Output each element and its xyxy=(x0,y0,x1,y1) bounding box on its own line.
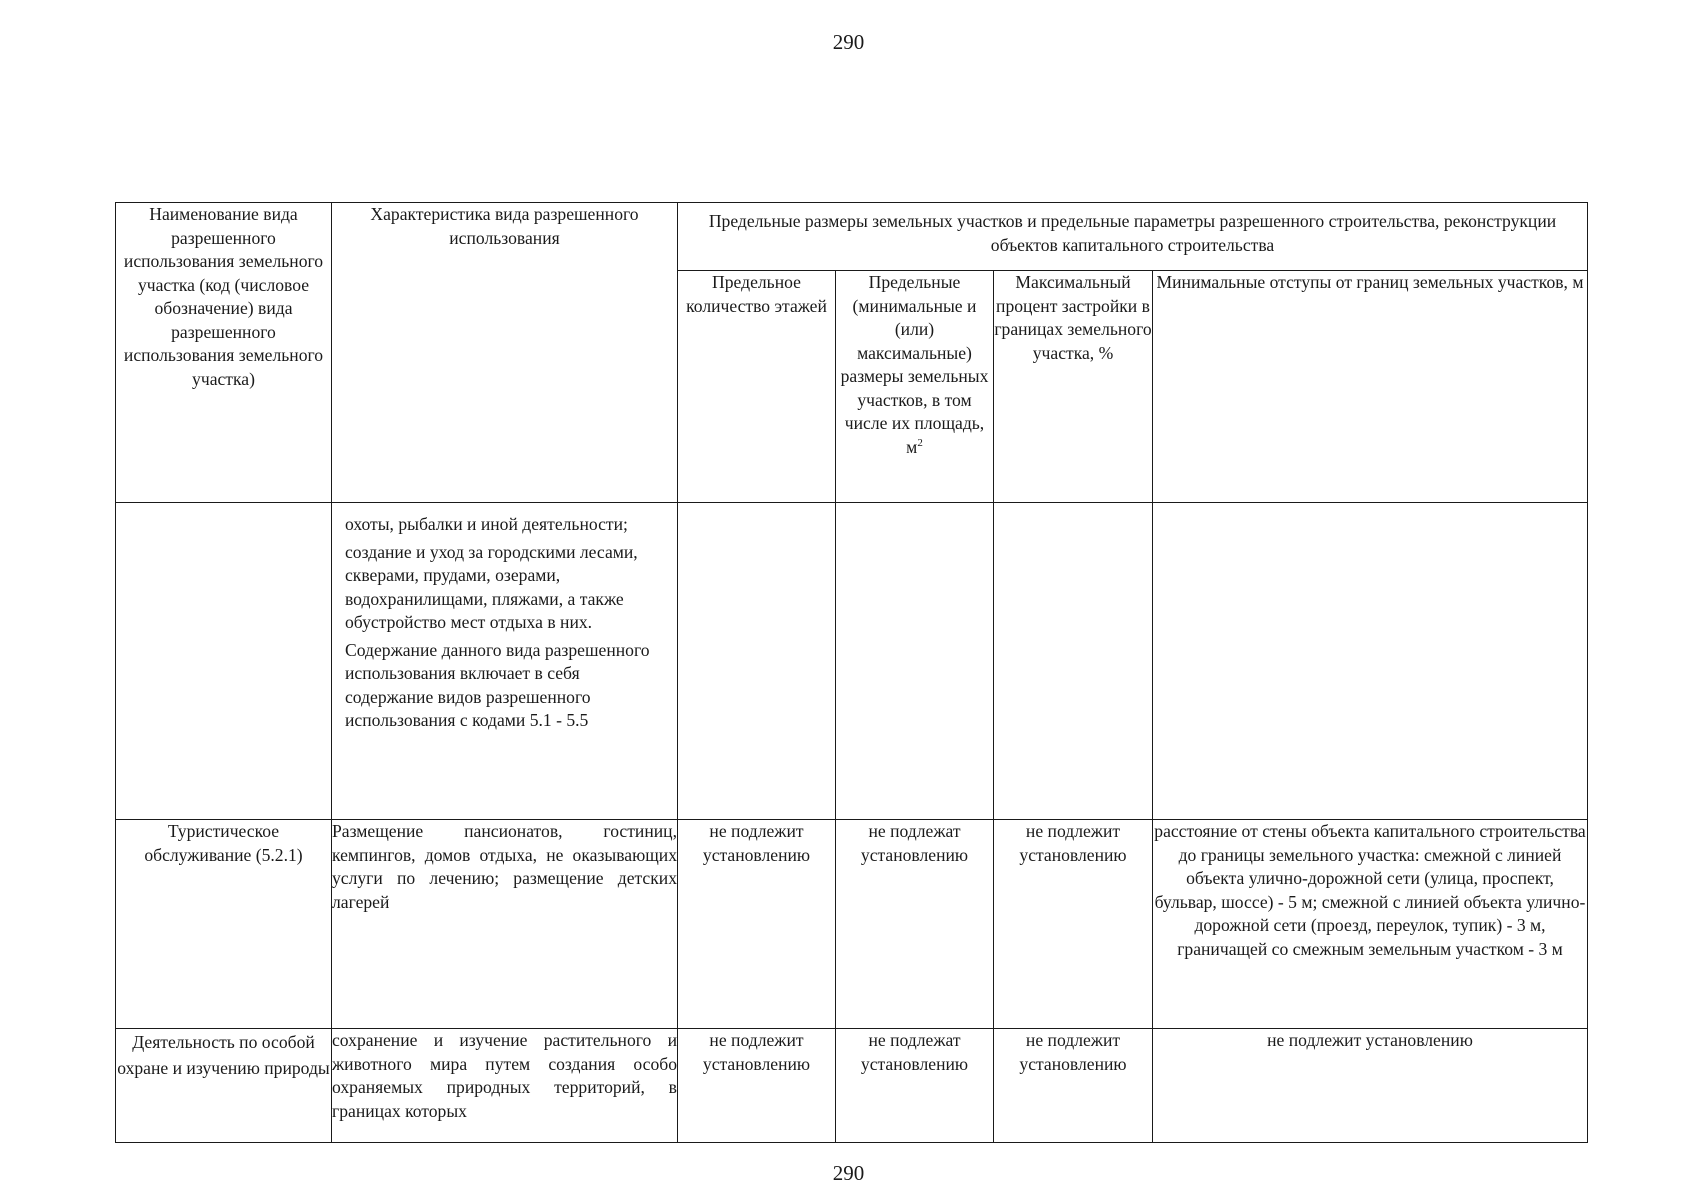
header-plot-size-text: Предельные (минимальные и (или) максимальные) размеры земельных участков, в том числе их площадь, м xyxy=(840,272,989,457)
land-use-regulations-table xyxy=(115,202,1588,1143)
header-row-group xyxy=(116,203,1588,271)
table-row xyxy=(116,503,1588,820)
table-row xyxy=(116,1029,1588,1143)
row-max-floors: не подлежит установлению xyxy=(678,820,836,1029)
row-use-name: Туристическое обслуживание (5.2.1) xyxy=(116,820,332,1029)
row-plot-size xyxy=(836,503,994,820)
row-characteristic xyxy=(332,820,678,1029)
header-use-type-name: Наименование вида разрешенного использования земельного участка (код (числовое обозначение) вида разрешенного использования земельного участка) xyxy=(116,203,332,503)
header-limit-parameters-group: Предельные размеры земельных участков и предельные параметры разрешенного строительства, реконструкции объектов капитального строительства xyxy=(678,203,1588,271)
header-min-setbacks: Минимальные отступы от границ земельных участков, м xyxy=(1153,271,1588,503)
row-max-floors: не подлежит установлению xyxy=(678,1029,836,1143)
row-max-coverage: не подлежит установлению xyxy=(994,820,1153,1029)
row-max-coverage xyxy=(994,503,1153,820)
row-characteristic xyxy=(332,1029,678,1143)
characteristic-paragraph: охоты, рыбалки и иной деятельности; xyxy=(345,514,628,534)
row-min-setbacks xyxy=(1153,503,1588,820)
table-row xyxy=(116,820,1588,1029)
row-max-floors xyxy=(678,503,836,820)
row-use-name: Деятельность по особой охране и изучению природы xyxy=(116,1029,332,1143)
characteristic-paragraph: создание и уход за городскими лесами, скверами, прудами, озерами, водохранилищами, пляжами, а также обустройство мест отдыха в них. xyxy=(345,541,638,632)
row-plot-size: не подлежат установлению xyxy=(836,820,994,1029)
row-use-name xyxy=(116,503,332,820)
row-min-setbacks: не подлежит установлению xyxy=(1153,1029,1588,1143)
header-plot-size xyxy=(836,271,994,503)
header-max-floors: Предельное количество этажей xyxy=(678,271,836,503)
characteristic-text: Размещение пансионатов, гостиниц, кемпингов, домов отдыха, не оказывающих услуги по лечению; размещение детских лагерей xyxy=(332,821,677,912)
page-number-bottom: 290 xyxy=(832,1161,865,1185)
header-plot-size-superscript: 2 xyxy=(917,436,923,449)
header-max-coverage: Максимальный процент застройки в границах земельного участка, % xyxy=(994,271,1153,503)
characteristic-text: сохранение и изучение растительного и животного мира путем создания особо охраняемых природных территорий, в границах которых xyxy=(332,1030,677,1121)
row-characteristic xyxy=(332,503,678,820)
page-number-top: 290 xyxy=(832,30,865,54)
row-min-setbacks: расстояние от стены объекта капитального строительства до границы земельного участка: смежной с линией объекта улично-дорожной сети (улица, проспект, бульвар, шоссе) - 5 м; смежной с линией объекта улично-дорожной сети (проезд, переулок, тупик) - 3 м, граничащей со смежным земельным участком - 3 м xyxy=(1153,820,1588,1029)
row-plot-size: не подлежат установлению xyxy=(836,1029,994,1143)
characteristic-paragraph: Содержание данного вида разрешенного использования включает в себя содержание видов разрешенного использования с кодами 5.1 - 5.5 xyxy=(345,639,650,730)
row-max-coverage: не подлежит установлению xyxy=(994,1029,1153,1143)
header-use-characteristic: Характеристика вида разрешенного использования xyxy=(332,203,678,503)
